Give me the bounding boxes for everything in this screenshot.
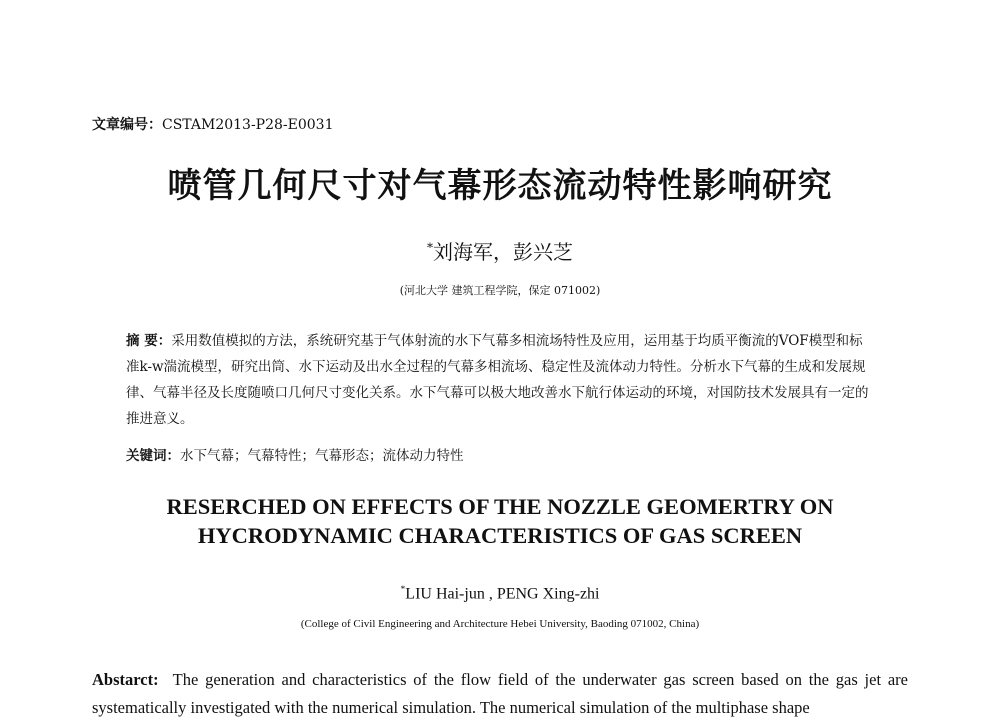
- english-authors: [0, 584, 1000, 603]
- chinese-title: 喷管几何尺寸对气幕形态流动特性影响研究: [167, 166, 833, 206]
- article-number: [92, 114, 334, 134]
- english-affiliation: (College of Civil Engineering and Architecture Hebei University, Baoding 071002, China): [300, 618, 700, 630]
- chinese-abstract-label: 摘 要：: [126, 333, 172, 349]
- english-title-line-1: RESERCHED ON EFFECTS OF THE NOZZLE GEOMERTRY ON: [166, 494, 834, 519]
- chinese-abstract: [126, 328, 872, 432]
- chinese-abstract-text: 采用数值模拟的方法，系统研究基于气体射流的水下气幕多相流场特性及应用，运用基于均质平衡流的VOF模型和标准k-w湍流模型，研究出筒、水下运动及出水全过程的气幕多相流场、稳定性及流体动力特性。分析水下气幕的生成和发展规律、气幕半径及长度随喷口几何尺寸变化关系。水下气幕可以极大地改善水下航行体运动的环境，对国防技术发展具有一定的推进意义。: [126, 333, 869, 427]
- english-title-line-2: HYCRODYNAMIC CHARACTERISTICS OF GAS SCREEN: [197, 523, 803, 548]
- chinese-keywords: [126, 444, 464, 464]
- chinese-affiliation: (河北大学 建筑工程学院，保定 071002): [399, 284, 601, 297]
- english-corresponding-author-mark: *: [400, 584, 406, 595]
- english-abstract: [92, 666, 908, 722]
- english-abstract-text: The generation and characteristics of the flow field of the underwater gas screen based on the gas jet are systematically investigated with the numerical simulation. The numerical simulation of the multiphase shape: [92, 670, 908, 717]
- english-abstract-label: Abstarct:: [92, 670, 159, 689]
- article-number-value: CSTAM2013-P28-E0031: [162, 117, 334, 133]
- chinese-authors: [0, 236, 1000, 265]
- english-title: [0, 492, 1000, 550]
- article-number-label: 文章编号：: [92, 117, 162, 133]
- chinese-keywords-label: 关键词：: [126, 448, 180, 464]
- corresponding-author-mark: *: [427, 240, 433, 255]
- english-author-names: LIU Hai-jun , PENG Xing-zhi: [405, 585, 600, 603]
- chinese-keywords-text: 水下气幕；气幕特性；气幕形态；流体动力特性: [180, 448, 464, 464]
- chinese-author-names: 刘海军，彭兴芝: [433, 240, 573, 264]
